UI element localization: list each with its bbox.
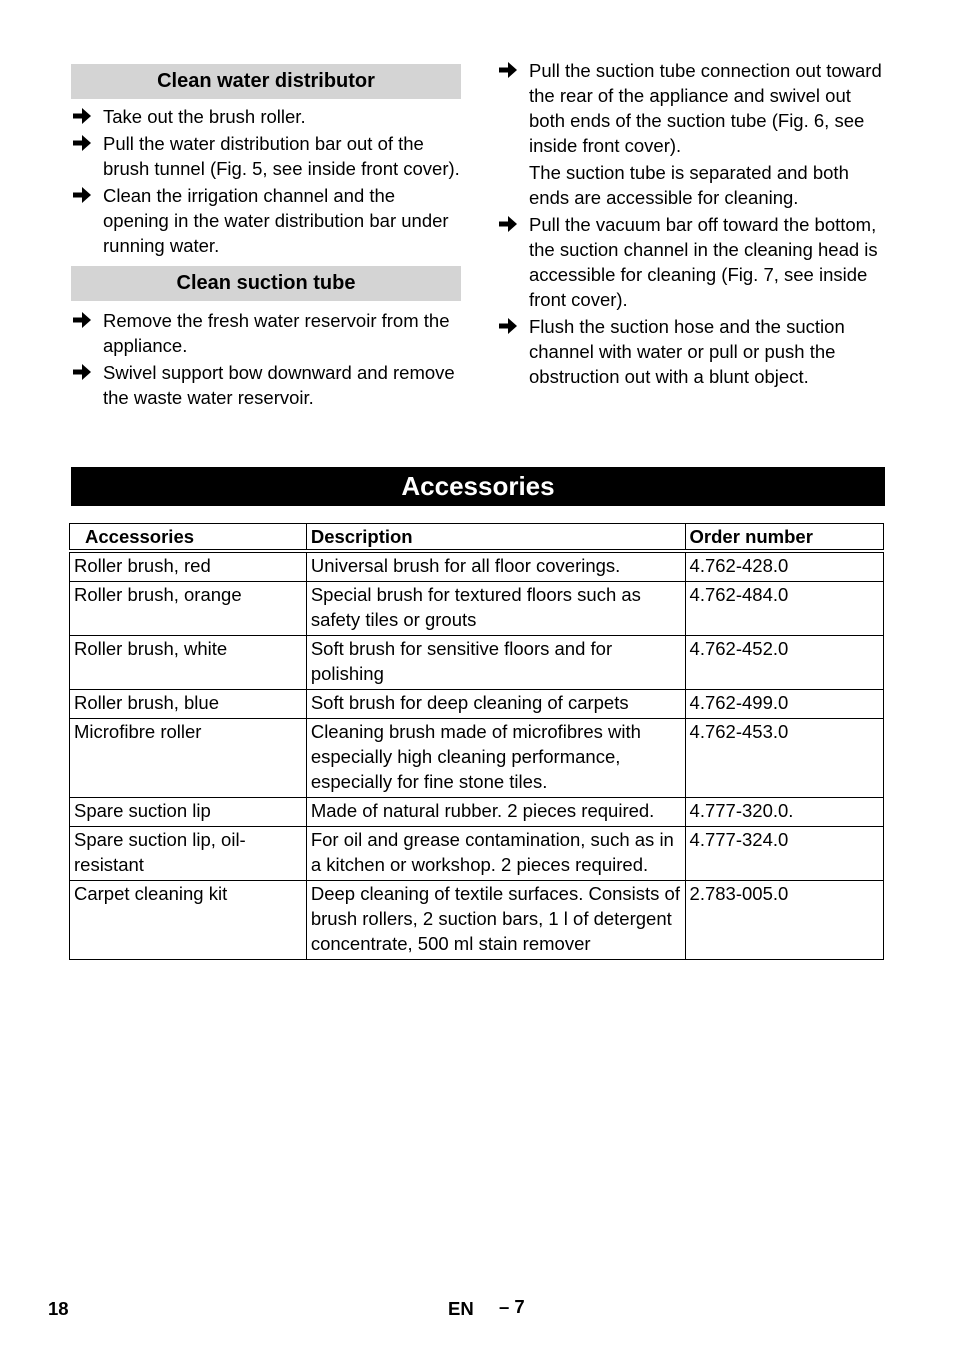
cell-accessory: Carpet cleaning kit (70, 881, 307, 960)
arrow-right-icon (73, 364, 91, 380)
cell-order-number: 4.762-428.0 (685, 551, 883, 582)
cell-order-number: 4.777-320.0. (685, 798, 883, 827)
right-column (497, 58, 887, 391)
step-item (71, 131, 461, 181)
cell-accessory: Spare suction lip (70, 798, 307, 827)
column-header-accessories: Accessories (70, 524, 307, 552)
arrow-right-icon (73, 135, 91, 151)
step-item (497, 58, 887, 158)
accessories-table (69, 523, 884, 960)
cell-description: Universal brush for all floor coverings. (306, 551, 685, 582)
arrow-right-icon (499, 216, 517, 232)
cell-order-number: 4.762-452.0 (685, 636, 883, 690)
cell-order-number: 2.783-005.0 (685, 881, 883, 960)
arrow-right-icon (73, 108, 91, 124)
arrow-right-icon (73, 187, 91, 203)
table-row (70, 827, 884, 881)
step-item (71, 104, 461, 129)
table-row (70, 636, 884, 690)
column-header-description: Description (306, 524, 685, 552)
table-row (70, 690, 884, 719)
step-text: Swivel support bow downward and remove the waste water reservoir. (103, 362, 455, 408)
arrow-right-icon (499, 318, 517, 334)
clean-water-distributor-heading: Clean water distributor (71, 64, 461, 99)
table-row (70, 719, 884, 798)
cell-accessory: Microfibre roller (70, 719, 307, 798)
table-row (70, 582, 884, 636)
step-text: Pull the suction tube connection out toward the rear of the appliance and swivel out both ends of the suction tube (Fig. 6, see inside front cover). (529, 60, 882, 156)
cell-description: Special brush for textured floors such as safety tiles or grouts (306, 582, 685, 636)
page-number: 18 (48, 1298, 69, 1319)
cell-description: Soft brush for deep cleaning of carpets (306, 690, 685, 719)
cell-accessory: Spare suction lip, oil-resistant (70, 827, 307, 881)
cell-description: Made of natural rubber. 2 pieces required. (306, 798, 685, 827)
step-note: The suction tube is separated and both ends are accessible for cleaning. (529, 162, 849, 208)
column-header-order-number: Order number (685, 524, 883, 552)
cell-order-number: 4.762-499.0 (685, 690, 883, 719)
clean-suction-tube-heading: Clean suction tube (71, 266, 461, 301)
step-item (71, 183, 461, 258)
cell-description: Cleaning brush made of microfibres with especially high cleaning performance, especially for fine stone tiles. (306, 719, 685, 798)
cell-order-number: 4.762-484.0 (685, 582, 883, 636)
cell-order-number: 4.762-453.0 (685, 719, 883, 798)
left-column (71, 64, 461, 412)
step-text: Pull the vacuum bar off toward the bottom, the suction channel in the cleaning head is accessible for cleaning (Fig. 7, see inside front cover). (529, 214, 878, 310)
cell-accessory: Roller brush, white (70, 636, 307, 690)
table-row (70, 798, 884, 827)
section-page-number: – 7 (499, 1296, 525, 1317)
cell-accessory: Roller brush, orange (70, 582, 307, 636)
cell-accessory: Roller brush, blue (70, 690, 307, 719)
table-row (70, 551, 884, 582)
step-text: Clean the irrigation channel and the opening in the water distribution bar under running water. (103, 185, 449, 256)
cell-order-number: 4.777-324.0 (685, 827, 883, 881)
arrow-right-icon (73, 312, 91, 328)
cell-description: Deep cleaning of textile surfaces. Consists of brush rollers, 2 suction bars, 1 l of detergent concentrate, 500 ml stain remover (306, 881, 685, 960)
step-text: Pull the water distribution bar out of the brush tunnel (Fig. 5, see inside front cover). (103, 133, 460, 179)
cell-description: Soft brush for sensitive floors and for polishing (306, 636, 685, 690)
step-text: Take out the brush roller. (103, 106, 306, 127)
cell-accessory: Roller brush, red (70, 551, 307, 582)
step-item (71, 360, 461, 410)
accessories-banner: Accessories (71, 467, 885, 506)
step-text: Flush the suction hose and the suction channel with water or pull or push the obstruction out with a blunt object. (529, 316, 845, 387)
step-item (497, 314, 887, 389)
step-item (71, 308, 461, 358)
table-header-row (70, 524, 884, 552)
step-item (497, 212, 887, 312)
language-label: EN (448, 1298, 474, 1319)
step-text: Remove the fresh water reservoir from the appliance. (103, 310, 450, 356)
table-row (70, 881, 884, 960)
cell-description: For oil and grease contamination, such as in a kitchen or workshop. 2 pieces required. (306, 827, 685, 881)
arrow-right-icon (499, 62, 517, 78)
